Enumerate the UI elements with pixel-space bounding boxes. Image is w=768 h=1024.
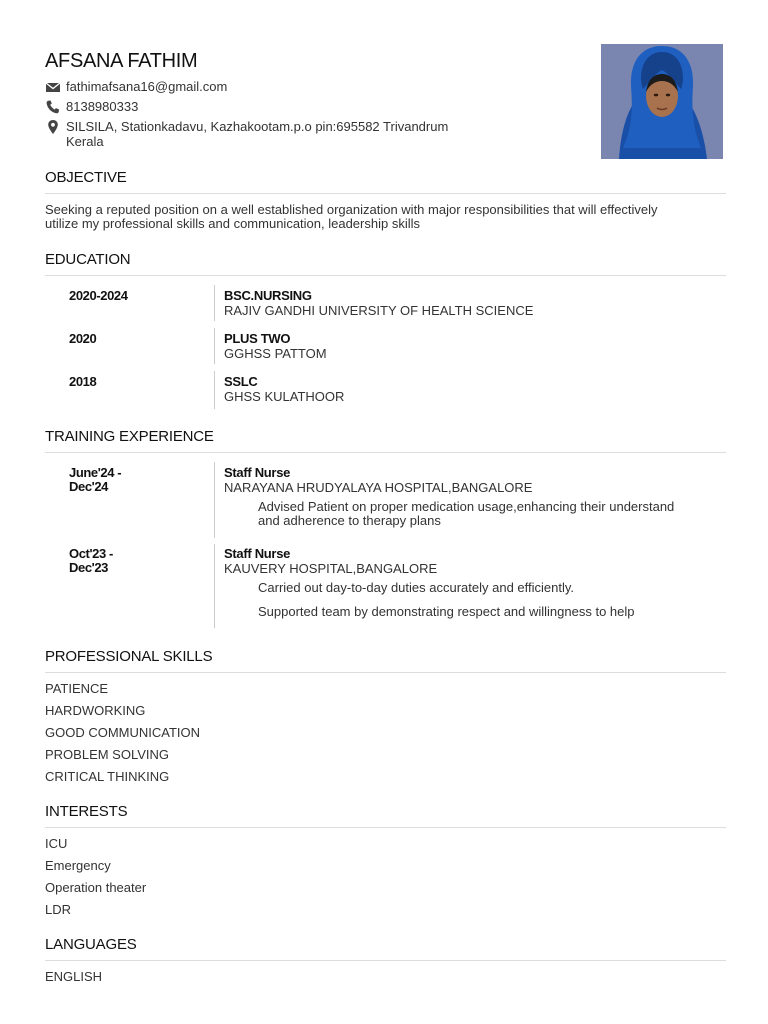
- training-role: Staff Nurse: [224, 546, 291, 561]
- timeline-line: [214, 285, 215, 321]
- training-bullet-line: and adherence to therapy plans: [258, 513, 441, 528]
- address-line-2: Kerala: [66, 134, 104, 149]
- interest-item: Emergency: [45, 858, 111, 873]
- mail-icon: [45, 79, 61, 95]
- education-heading: EDUCATION: [45, 251, 131, 268]
- training-date-start: Oct'23 -: [69, 546, 113, 561]
- address-line-1: SILSILA, Stationkadavu, Kazhakootam.p.o pin:695582 Trivandrum: [66, 119, 449, 134]
- email-text[interactable]: fathimafsana16@gmail.com: [66, 79, 228, 94]
- training-heading: TRAINING EXPERIENCE: [45, 428, 214, 445]
- address-row: [45, 119, 485, 149]
- training-date: [69, 466, 149, 494]
- interest-item: ICU: [45, 836, 68, 851]
- education-institution: GHSS KULATHOOR: [224, 389, 345, 404]
- phone-text[interactable]: 8138980333: [66, 99, 139, 114]
- languages-heading: LANGUAGES: [45, 936, 137, 953]
- interests-heading: INTERESTS: [45, 803, 128, 820]
- training-date-end: Dec'23: [69, 560, 108, 575]
- training-bullet: Supported team by demonstrating respect and willingness to help: [258, 604, 635, 619]
- objective-line-2: utilize my professional skills and communication, leadership skills: [45, 216, 420, 231]
- objective-heading: OBJECTIVE: [45, 169, 127, 186]
- skill-item: CRITICAL THINKING: [45, 769, 170, 784]
- languages-divider: [45, 960, 726, 961]
- education-divider: [45, 275, 726, 276]
- skills-heading: PROFESSIONAL SKILLS: [45, 648, 213, 665]
- language-item: ENGLISH: [45, 969, 103, 984]
- profile-photo: [601, 44, 723, 159]
- interests-divider: [45, 827, 726, 828]
- education-degree: SSLC: [224, 374, 258, 389]
- timeline-line: [214, 328, 215, 364]
- timeline-line: [214, 462, 215, 538]
- education-institution: RAJIV GANDHI UNIVERSITY OF HEALTH SCIENCE: [224, 303, 534, 318]
- timeline-line: [214, 371, 215, 409]
- training-place: NARAYANA HRUDYALAYA HOSPITAL,BANGALORE: [224, 480, 533, 495]
- phone-row: [45, 99, 485, 114]
- training-role: Staff Nurse: [224, 465, 291, 480]
- training-bullet: Carried out day-to-day duties accurately and efficiently.: [258, 580, 575, 595]
- objective-divider: [45, 193, 726, 194]
- candidate-name: AFSANA FATHIM: [45, 50, 198, 72]
- skill-item: GOOD COMMUNICATION: [45, 725, 201, 740]
- location-pin-icon: [45, 119, 61, 135]
- training-bullet-line: Advised Patient on proper medication usage,enhancing their understand: [258, 499, 675, 514]
- education-date: 2020: [69, 331, 97, 346]
- education-degree: PLUS TWO: [224, 331, 291, 346]
- training-date: [69, 547, 149, 575]
- education-date: 2020-2024: [69, 288, 128, 303]
- education-degree: BSC.NURSING: [224, 288, 312, 303]
- training-date-end: Dec'24: [69, 479, 108, 494]
- training-divider: [45, 452, 726, 453]
- education-date: 2018: [69, 374, 97, 389]
- email-row: [45, 79, 485, 94]
- skill-item: HARDWORKING: [45, 703, 146, 718]
- phone-icon: [45, 99, 61, 115]
- skills-divider: [45, 672, 726, 673]
- objective-text: [45, 203, 715, 231]
- interest-item: Operation theater: [45, 880, 147, 895]
- timeline-line: [214, 544, 215, 628]
- training-date-start: June'24 -: [69, 465, 122, 480]
- skill-item: PROBLEM SOLVING: [45, 747, 170, 762]
- education-institution: GGHSS PATTOM: [224, 346, 327, 361]
- objective-line-1: Seeking a reputed position on a well established organization with major responsibilities that will effectively: [45, 202, 658, 217]
- interest-item: LDR: [45, 902, 72, 917]
- training-bullet: [258, 500, 708, 528]
- training-place: KAUVERY HOSPITAL,BANGALORE: [224, 561, 438, 576]
- skill-item: PATIENCE: [45, 681, 109, 696]
